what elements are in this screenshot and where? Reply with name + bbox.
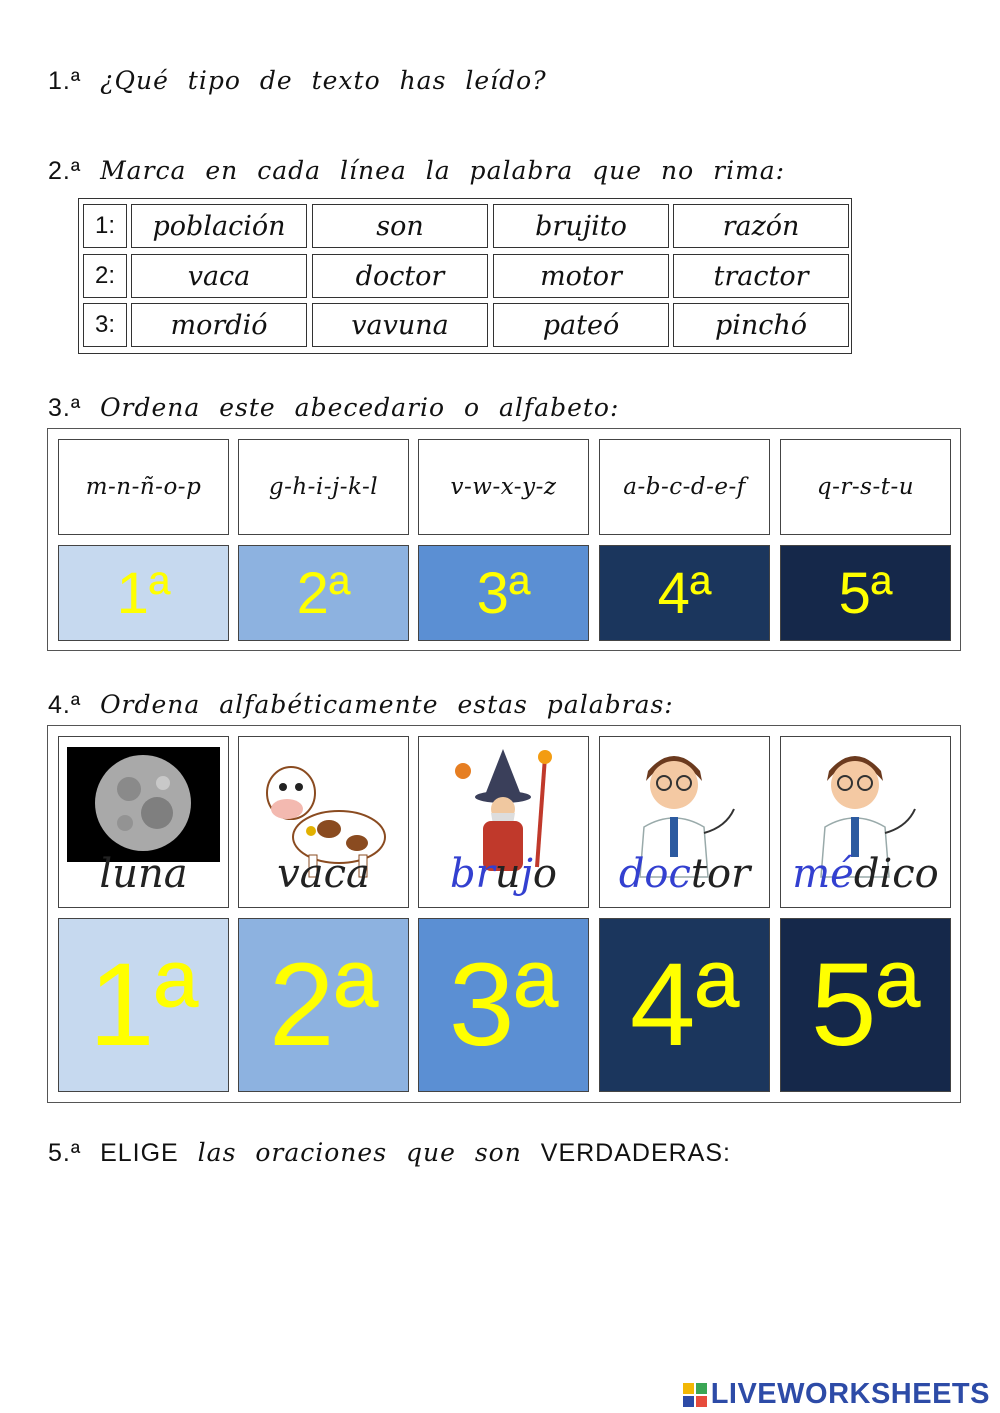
word-option[interactable]: pinchó (673, 303, 849, 347)
ordinal-label: 3ª (448, 939, 559, 1071)
question-4-number: 4.ª (48, 691, 82, 719)
question-2 (48, 156, 785, 186)
word-card-doctor[interactable] (599, 736, 770, 908)
word-option[interactable]: doctor (312, 254, 488, 298)
question-3-number: 3.ª (48, 394, 82, 422)
word-option[interactable]: motor (493, 254, 669, 298)
question-1 (48, 66, 547, 96)
drop-slot-4[interactable] (599, 545, 770, 641)
word-label: brujo (450, 851, 557, 897)
ordinal-label: 1ª (116, 560, 171, 626)
ordinal-label: 1ª (88, 939, 199, 1071)
ordinal-label: 3ª (476, 560, 531, 626)
word-option[interactable]: vavuna (312, 303, 488, 347)
word-option[interactable]: brujito (493, 204, 669, 248)
word-card-medico[interactable] (780, 736, 951, 908)
letter-group-card[interactable]: g-h-i-j-k-l (238, 439, 409, 535)
word-card-brujo[interactable] (418, 736, 589, 908)
word-option[interactable]: población (131, 204, 307, 248)
question-4-text: Ordena alfabéticamente estas palabras: (100, 690, 674, 719)
question-5-verdaderas: VERDADERAS: (540, 1139, 731, 1167)
drop-slot-5[interactable] (780, 918, 951, 1092)
drop-slot-5[interactable] (780, 545, 951, 641)
ordinal-label: 5ª (838, 560, 893, 626)
liveworksheets-logo (683, 1378, 990, 1411)
question-5-elige: ELIGE (100, 1139, 179, 1167)
drop-slot-2[interactable] (238, 918, 409, 1092)
word-label: médico (792, 851, 939, 897)
word-option[interactable]: mordió (131, 303, 307, 347)
letter-group-card[interactable]: v-w-x-y-z (418, 439, 589, 535)
row-number: 1: (83, 204, 127, 248)
word-label: doctor (618, 851, 751, 897)
question-5-number: 5.ª (48, 1139, 82, 1167)
ordinal-label: 5ª (810, 939, 921, 1071)
letter-group-card[interactable]: a-b-c-d-e-f (599, 439, 770, 535)
question-2-number: 2.ª (48, 157, 82, 185)
rhyme-table (78, 198, 852, 354)
row-number: 3: (83, 303, 127, 347)
word-option[interactable]: pateó (493, 303, 669, 347)
alphabet-box (47, 428, 961, 651)
word-card-vaca[interactable] (238, 736, 409, 908)
question-2-text: Marca en cada línea la palabra que no rima: (100, 156, 786, 185)
word-label: vaca (277, 851, 370, 897)
ordinal-label: 2ª (268, 939, 379, 1071)
drop-slot-3[interactable] (418, 545, 589, 641)
logo-text: LIVEWORKSHEETS (710, 1378, 990, 1410)
drop-slot-4[interactable] (599, 918, 770, 1092)
question-5-text: las oraciones que son (197, 1138, 522, 1167)
question-3-text: Ordena este abecedario o alfabeto: (100, 393, 620, 422)
word-option[interactable]: son (312, 204, 488, 248)
question-3 (48, 393, 619, 423)
ordinal-label: 4ª (629, 939, 740, 1071)
word-option[interactable]: tractor (673, 254, 849, 298)
letter-group-card[interactable]: m-n-ñ-o-p (58, 439, 229, 535)
drop-slot-3[interactable] (418, 918, 589, 1092)
question-4 (48, 690, 674, 720)
question-1-number: 1.ª (48, 67, 82, 95)
question-5 (48, 1138, 731, 1168)
drop-slot-2[interactable] (238, 545, 409, 641)
words-box (47, 725, 961, 1103)
word-label: luna (99, 851, 188, 897)
word-option[interactable]: razón (673, 204, 849, 248)
drop-slot-1[interactable] (58, 545, 229, 641)
ordinal-label: 2ª (296, 560, 351, 626)
drop-slot-1[interactable] (58, 918, 229, 1092)
word-card-luna[interactable] (58, 736, 229, 908)
logo-mark-icon (683, 1383, 707, 1407)
question-1-text: ¿Qué tipo de texto has leído? (100, 66, 547, 95)
row-number: 2: (83, 254, 127, 298)
word-option[interactable]: vaca (131, 254, 307, 298)
ordinal-label: 4ª (657, 560, 712, 626)
letter-group-card[interactable]: q-r-s-t-u (780, 439, 951, 535)
